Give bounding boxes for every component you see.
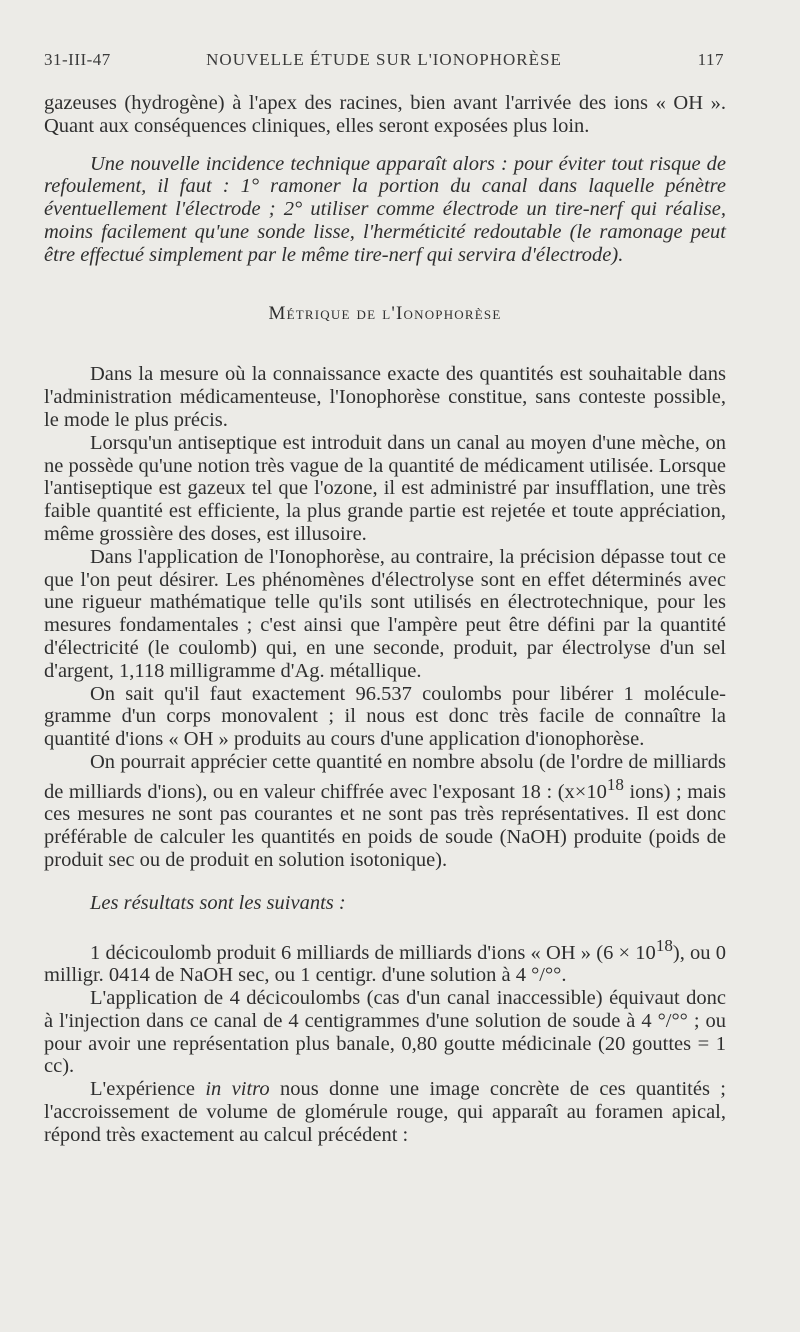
page-number: 117 xyxy=(697,50,724,69)
page-body xyxy=(44,92,726,1147)
paragraph-quantite xyxy=(44,751,726,872)
text-segment: 1 décicoulomb produit 6 milliards de milliards d'ions « OH » (6 × 10 xyxy=(90,941,656,964)
paragraph-antiseptique: Lorsqu'un antiseptique est introduit dans un canal au moyen d'une mèche, on ne possède qu'une notion très vague de la quantité de médicament utilisée. Lorsque l'antiseptique est gazeux tel que l'ozone, il est administré par insufflation, une très faible quantité est efficiente, la plus grande partie est rejetée et toute appréciation, même grossière des doses, est illusoire. xyxy=(44,431,726,545)
paragraph-technique: Une nouvelle incidence technique apparaît alors : pour éviter tout risque de refoulement, il faut : 1° ramoner la portion du canal dans laquelle pénètre éventuellement l'électrode ; 2° utiliser comme électrode un tire-nerf qui réalise, moins facilement qu'une sonde lisse, l'herméticité redoutable (le ramonage peut être effectué simplement par le même tire-nerf qui servira d'électrode). xyxy=(44,152,726,266)
italic-term: in vitro xyxy=(205,1078,270,1101)
paragraph-application: L'application de 4 décicoulombs (cas d'un canal inaccessible) équivaut donc à l'injection dans ce canal de 4 centigrammes d'une solution de soude à 4 °/°° ; ou pour avoir une représentation plus banale, 0,80 goutte médicinale (20 gouttes = 1 cc). xyxy=(44,986,726,1078)
paragraph-coulombs: On sait qu'il faut exactement 96.537 coulombs pour libérer 1 molécule-gramme d'un corps monovalent ; il nous est donc très facile de connaître la quantité d'ions « OH » produits au cours d'une application d'ionophorèse. xyxy=(44,682,726,751)
paragraph-resultats-heading: Les résultats sont les suivants : xyxy=(90,891,346,914)
text-segment: On pourrait apprécier cette quantité en nombre absolu (de l'ordre de milliards de milliards d'ions), ou en valeur chiffrée avec l'exposant 18 : (x×10 xyxy=(44,750,726,803)
section-title: Métrique de l'Ionophorèse xyxy=(268,302,502,324)
exponent: 18 xyxy=(655,935,673,955)
header-date: 31-III-47 xyxy=(44,50,111,69)
paragraph-metrique-intro: Dans la mesure où la connaissance exacte des quantités est souhaitable dans l'administration médicamenteuse, l'Ionophorèse constitue, sans conteste possible, le mode le plus précis. xyxy=(44,363,726,431)
paragraph-experience xyxy=(44,1078,726,1146)
paragraph-decicoulomb xyxy=(44,935,726,987)
header-title: NOUVELLE ÉTUDE SUR L'IONOPHORÈSE xyxy=(206,50,562,69)
text-segment: ), ou 0 milligr. 0414 de NaOH sec, ou 1 centigr. d'une solution à 4 °/°°. xyxy=(44,941,727,987)
text-segment: nous donne une image concrète de ces quantités ; l'accroissement de volume de glomérule rouge, qui apparaît au foramen apical, répond très exactement au calcul précédent : xyxy=(44,1078,726,1146)
paragraph-precision: Dans l'application de l'Ionophorèse, au contraire, la précision dépasse tout ce que l'on peut désirer. Les phénomènes d'électrolyse sont en effet déterminés avec une rigueur mathématique telle qu'ils sont utilisés en électrotechnique, pour les mesures fondamentales ; c'est ainsi que l'ampère peut être défini par la quantité d'électricité (le coulomb) qui, en une seconde, produit, par électrolyse d'un sel d'argent, 1,118 milligramme d'Ag. métallique. xyxy=(44,545,726,682)
text-segment: L'expérience xyxy=(90,1078,206,1101)
paragraph-continued: gazeuses (hydrogène) à l'apex des racines, bien avant l'arrivée des ions « OH ». Quant aux conséquences cliniques, elles seront exposées plus loin. xyxy=(44,92,726,137)
exponent: 18 xyxy=(606,774,624,794)
text-segment: ions) ; mais ces mesures ne sont pas courantes et ne sont pas très représentatives. Il est donc préférable de calculer les quantités en poids de soude (NaOH) produite (poids de produit sec ou de produit en solution isotonique). xyxy=(44,780,726,871)
